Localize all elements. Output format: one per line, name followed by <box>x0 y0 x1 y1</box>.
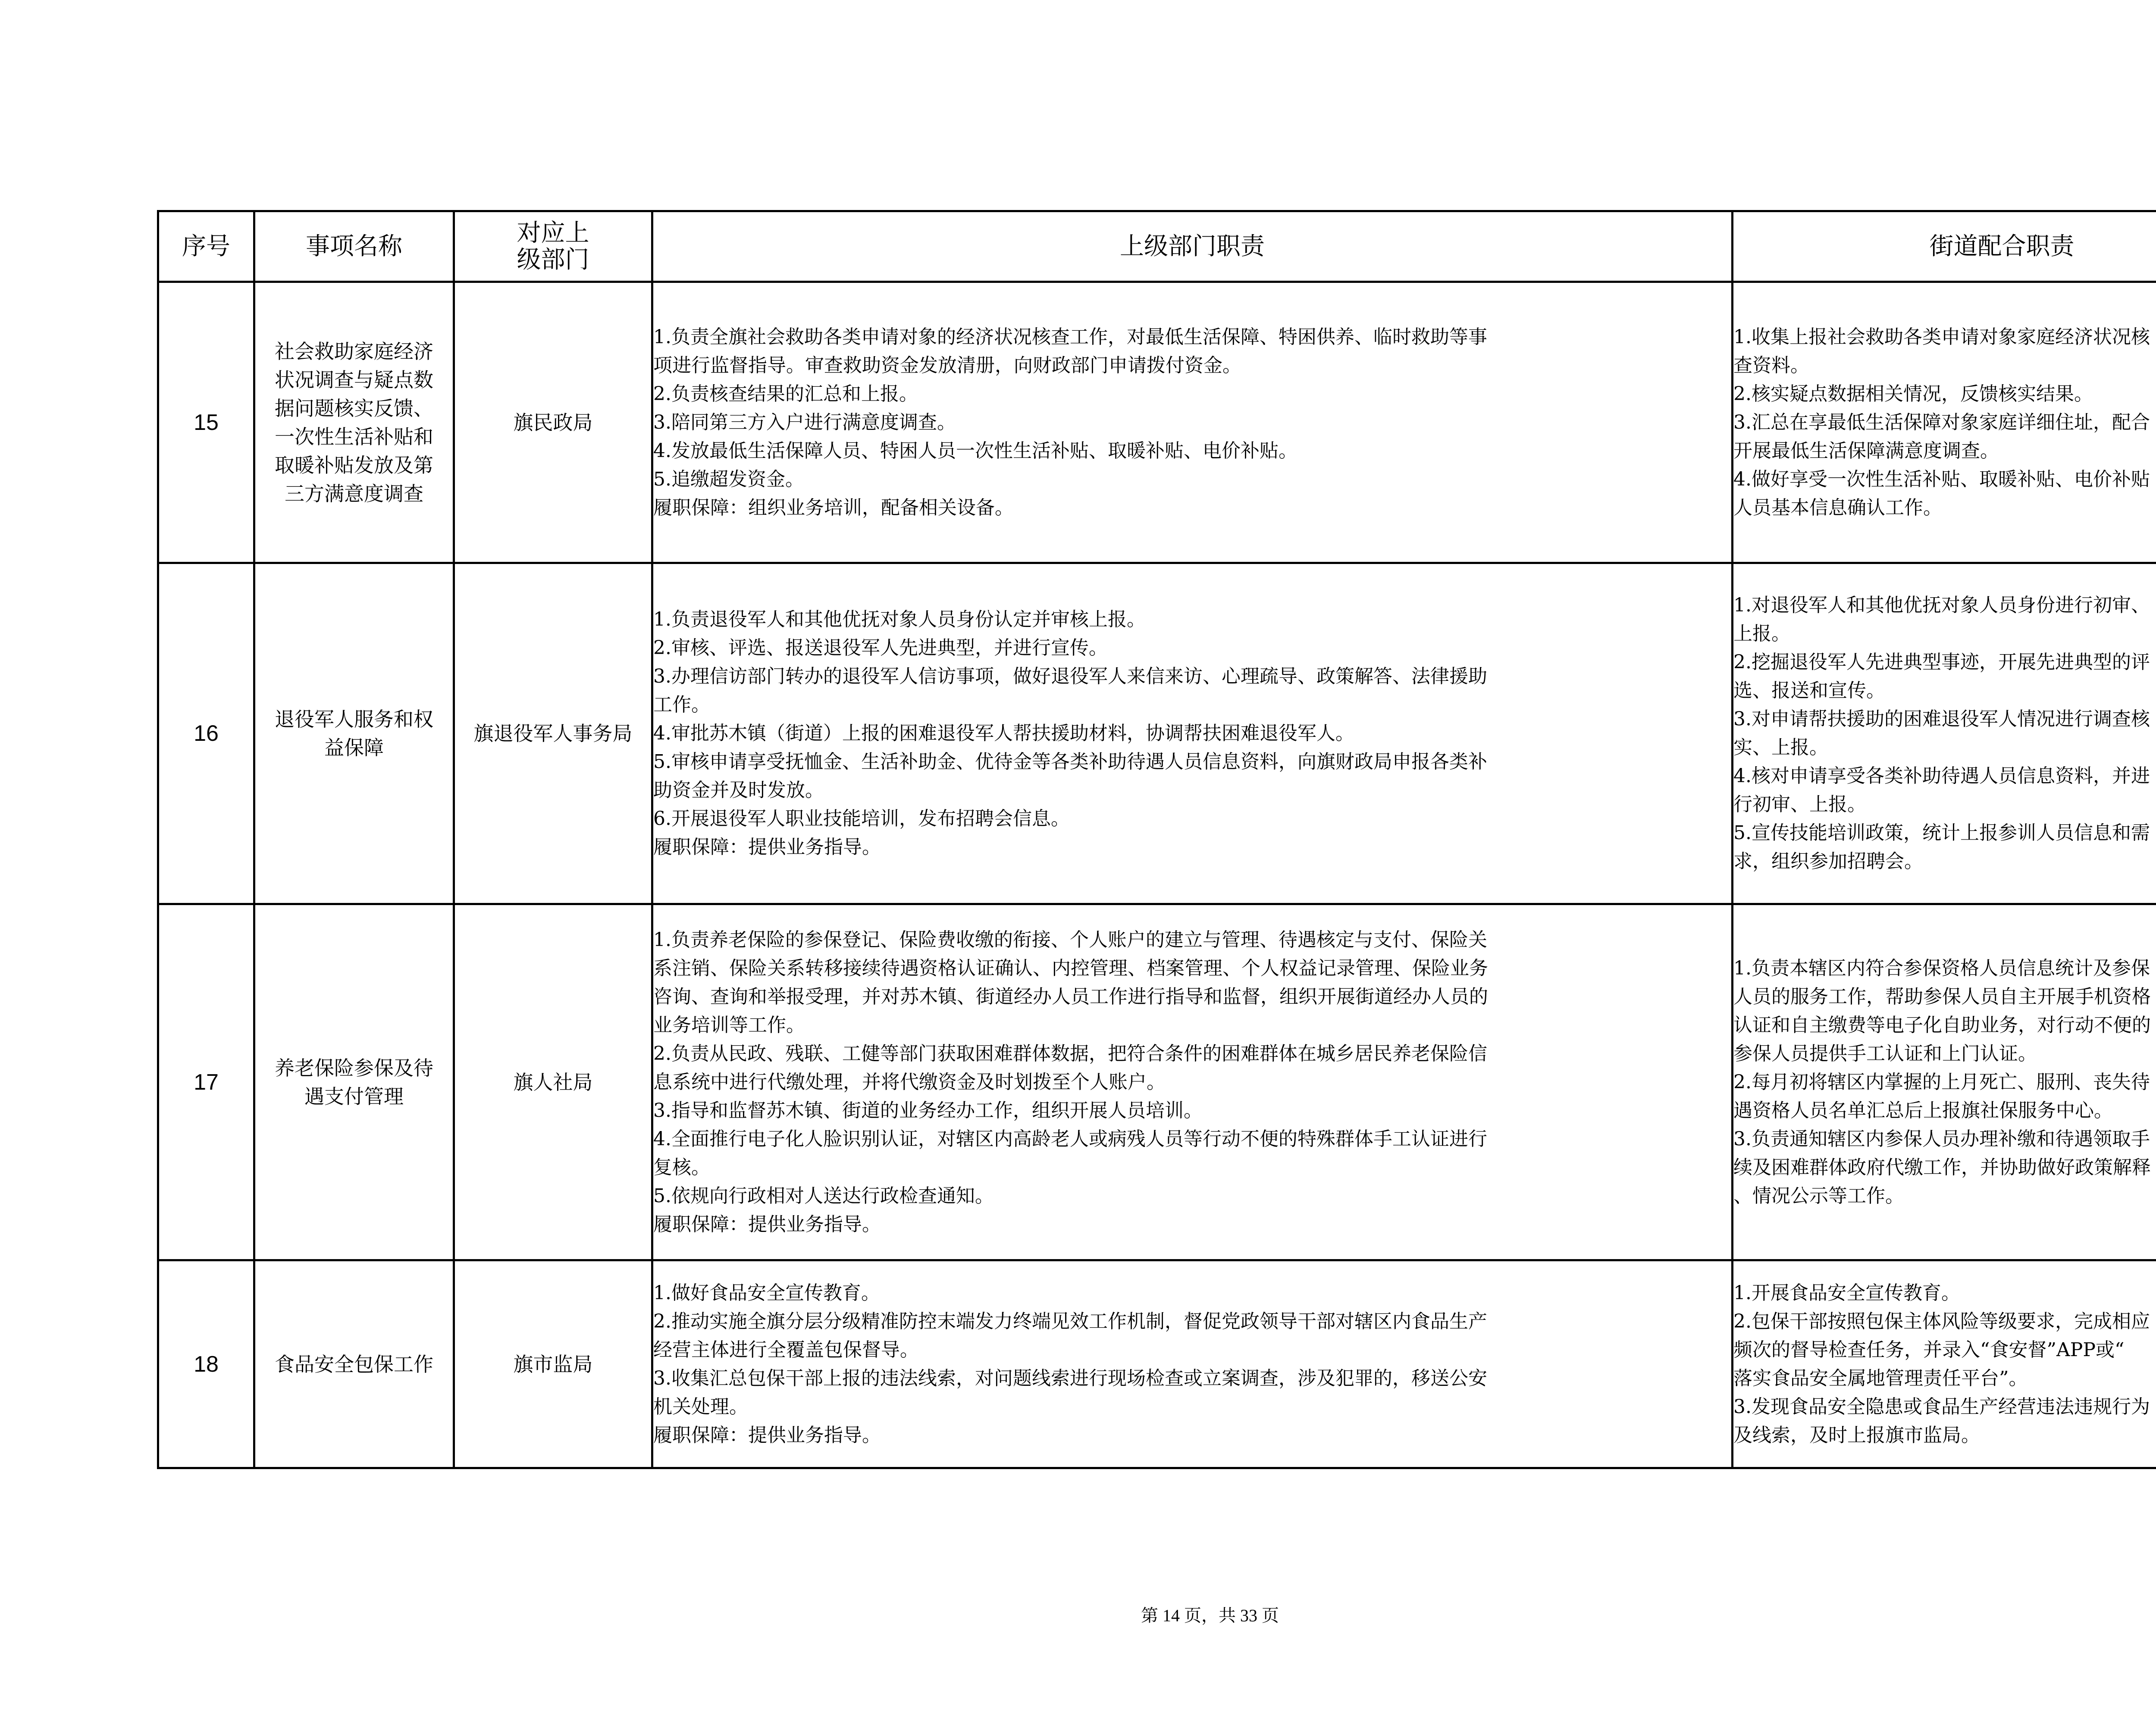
street-duties-line: 人员基本信息确认工作。 <box>1733 496 1942 519</box>
street-duties-line: 2.核实疑点数据相关情况，反馈核实结果。 <box>1733 382 2093 405</box>
superior-duties-line: 1.做好食品安全宣传教育。 <box>653 1282 880 1304</box>
street-duties-line: 选、报送和宣传。 <box>1733 680 1885 702</box>
header-no: 序号 <box>158 211 254 282</box>
street-duties <box>1733 282 2156 563</box>
item-name-line: 社会救助家庭经济 <box>275 339 433 363</box>
superior-duties-line: 履职保障：组织业务培训，配备相关设备。 <box>653 496 1014 519</box>
street-duties-line: 2.挖掘退役军人先进典型事迹，开展先进典型的评 <box>1733 651 2150 673</box>
row-number: 18 <box>158 1260 254 1468</box>
item-name-line: 食品安全包保工作 <box>275 1352 433 1376</box>
street-duties-line: 实、上报。 <box>1733 736 1828 758</box>
header-upper-duties: 上级部门职责 <box>652 211 1733 282</box>
item-name <box>254 904 454 1260</box>
header-name: 事项名称 <box>254 211 454 282</box>
superior-duties-line: 2.负责从民政、残联、工健等部门获取困难群体数据，把符合条件的困难群体在城乡居民养老保险信 <box>653 1042 1487 1065</box>
superior-duties-line: 3.收集汇总包保干部上报的违法线索，对问题线索进行现场检查或立案调查，涉及犯罪的，移送公安 <box>653 1367 1487 1389</box>
superior-duties-line: 经营主体进行全覆盖包保督导。 <box>653 1338 919 1361</box>
street-duties-line: 行初审、上报。 <box>1733 793 1866 815</box>
superior-duties-line: 复核。 <box>653 1156 710 1178</box>
street-duties-line: 人员的服务工作，帮助参保人员自主开展手机资格 <box>1733 985 2151 1008</box>
superior-duties-line: 系注销、保险关系转移接续待遇资格认证确认、内控管理、档案管理、个人权益记录管理、保险业务 <box>653 957 1488 979</box>
header-street-duties: 街道配合职责 <box>1733 211 2156 282</box>
item-name-line: 一次性生活补贴和 <box>275 425 433 448</box>
superior-department-line: 旗民政局 <box>513 411 593 434</box>
street-duties-line: 求，组织参加招聘会。 <box>1733 850 1923 872</box>
superior-duties <box>652 563 1733 904</box>
street-duties-line: 1.对退役军人和其他优抚对象人员身份进行初审、 <box>1733 594 2150 616</box>
superior-duties <box>652 282 1733 563</box>
street-duties-line: 查资料。 <box>1733 354 1809 376</box>
item-name-line: 取暖补贴发放及第 <box>275 453 433 477</box>
street-duties-line: 4.做好享受一次性生活补贴、取暖补贴、电价补贴 <box>1733 468 2150 490</box>
superior-duties-line: 3.陪同第三方入户进行满意度调查。 <box>653 411 956 433</box>
superior-duties-line: 息系统中进行代缴处理，并将代缴资金及时划拨至个人账户。 <box>653 1071 1166 1093</box>
superior-duties-line: 业务培训等工作。 <box>653 1014 805 1036</box>
street-duties-line: 1.开展食品安全宣传教育。 <box>1733 1282 1960 1304</box>
superior-department <box>454 563 652 904</box>
street-duties-line: 3.汇总在享最低生活保障对象家庭详细住址，配合 <box>1733 411 2150 433</box>
street-duties-line: 3.对申请帮扶援助的困难退役军人情况进行调查核 <box>1733 708 2150 730</box>
superior-duties-line: 6.开展退役军人职业技能培训，发布招聘会信息。 <box>653 808 1070 830</box>
item-name <box>254 563 454 904</box>
street-duties-line: 2.每月初将辖区内掌握的上月死亡、服刑、丧失待 <box>1733 1071 2150 1093</box>
superior-duties-line: 5.追缴超发资金。 <box>653 468 804 490</box>
row-number: 15 <box>158 282 254 563</box>
superior-duties-line: 5.依规向行政相对人送达行政检查通知。 <box>653 1185 994 1207</box>
street-duties-line: 遇资格人员名单汇总后上报旗社保服务中心。 <box>1733 1099 2113 1122</box>
street-duties-line: 1.负责本辖区内符合参保资格人员信息统计及参保 <box>1733 957 2150 979</box>
header-dept-line: 对应上 <box>517 219 589 247</box>
superior-duties-line: 咨询、查询和举报受理，并对苏木镇、街道经办人员工作进行指导和监督，组织开展街道经办人员的 <box>653 985 1488 1008</box>
superior-duties-line: 工作。 <box>653 694 710 716</box>
duties-table <box>157 210 2156 1469</box>
page-footer: 第 14 页，共 33 页 <box>1141 1606 1279 1625</box>
superior-department-line: 旗人社局 <box>513 1070 593 1094</box>
street-duties-line: 落实食品安全属地管理责任平台”。 <box>1733 1367 2028 1389</box>
superior-department-line: 旗市监局 <box>513 1352 593 1376</box>
header-dept <box>454 211 652 282</box>
superior-duties-line: 2.审核、评选、报送退役军人先进典型，并进行宣传。 <box>653 637 1108 659</box>
item-name <box>254 1260 454 1468</box>
superior-duties-line: 1.负责退役军人和其他优抚对象人员身份认定并审核上报。 <box>653 608 1146 630</box>
superior-department <box>454 1260 652 1468</box>
header-dept-line: 级部门 <box>517 245 589 274</box>
superior-duties <box>652 1260 1733 1468</box>
superior-duties-line: 项进行监督指导。审查救助资金发放清册，向财政部门申请拨付资金。 <box>653 354 1241 376</box>
street-duties-line: 5.宣传技能培训政策，统计上报参训人员信息和需 <box>1733 822 2150 844</box>
street-duties <box>1733 1260 2156 1468</box>
superior-duties-line: 助资金并及时发放。 <box>653 779 824 801</box>
item-name-line: 遇支付管理 <box>304 1084 404 1108</box>
item-name-line: 益保障 <box>324 736 384 759</box>
superior-duties-line: 3.办理信访部门转办的退役军人信访事项，做好退役军人来信来访、心理疏导、政策解答、法律援助 <box>653 665 1487 687</box>
superior-duties <box>652 904 1733 1260</box>
superior-duties-line: 3.指导和监督苏木镇、街道的业务经办工作，组织开展人员培训。 <box>653 1099 1203 1122</box>
street-duties-line: 、情况公示等工作。 <box>1733 1185 1904 1207</box>
street-duties <box>1733 904 2156 1260</box>
table-body <box>158 282 2156 1468</box>
table-row <box>158 282 2156 563</box>
superior-duties-line: 履职保障：提供业务指导。 <box>653 836 881 858</box>
superior-duties-line: 4.发放最低生活保障人员、特困人员一次性生活补贴、取暖补贴、电价补贴。 <box>653 439 1297 462</box>
street-duties-line: 续及困难群体政府代缴工作，并协助做好政策解释 <box>1733 1156 2151 1178</box>
superior-duties-line: 1.负责养老保险的参保登记、保险费收缴的衔接、个人账户的建立与管理、待遇核定与支付、保险关 <box>653 928 1487 951</box>
item-name-line: 状况调查与疑点数 <box>275 368 433 392</box>
street-duties-line: 4.核对申请享受各类补助待遇人员信息资料，并进 <box>1733 765 2150 787</box>
row-number: 17 <box>158 904 254 1260</box>
superior-duties-line: 履职保障：提供业务指导。 <box>653 1213 881 1235</box>
street-duties <box>1733 563 2156 904</box>
street-duties-line: 1.收集上报社会救助各类申请对象家庭经济状况核 <box>1733 326 2150 348</box>
street-duties-line: 3.发现食品安全隐患或食品生产经营违法违规行为 <box>1733 1395 2150 1418</box>
superior-department <box>454 282 652 563</box>
superior-department <box>454 904 652 1260</box>
street-duties-line: 3.负责通知辖区内参保人员办理补缴和待遇领取手 <box>1733 1128 2150 1150</box>
street-duties-line: 及线索，及时上报旗市监局。 <box>1733 1424 1980 1446</box>
item-name-line: 养老保险参保及待 <box>275 1056 433 1080</box>
table-row <box>158 1260 2156 1468</box>
superior-duties-line: 机关处理。 <box>653 1395 748 1418</box>
street-duties-line: 上报。 <box>1733 623 1790 645</box>
street-duties-line: 参保人员提供手工认证和上门认证。 <box>1733 1042 2037 1065</box>
superior-duties-line: 2.负责核查结果的汇总和上报。 <box>653 382 918 405</box>
item-name-line: 退役军人服务和权 <box>275 708 433 731</box>
table-header-row <box>158 211 2156 282</box>
item-name-line: 据问题核实反馈、 <box>275 396 433 420</box>
superior-duties-line: 履职保障：提供业务指导。 <box>653 1424 881 1446</box>
table-row <box>158 904 2156 1260</box>
street-duties-line: 2.包保干部按照包保主体风险等级要求，完成相应 <box>1733 1310 2150 1332</box>
table-row <box>158 563 2156 904</box>
item-name-line: 三方满意度调查 <box>285 482 423 505</box>
superior-duties-line: 1.负责全旗社会救助各类申请对象的经济状况核查工作，对最低生活保障、特困供养、临时救助等事 <box>653 326 1487 348</box>
superior-duties-line: 4.审批苏木镇（街道）上报的困难退役军人帮扶援助材料，协调帮扶困难退役军人。 <box>653 722 1354 744</box>
superior-department-line: 旗退役军人事务局 <box>473 722 633 745</box>
superior-duties-line: 5.审核申请享受抚恤金、生活补助金、优待金等各类补助待遇人员信息资料，向旗财政局申报各类补 <box>653 751 1487 773</box>
street-duties-line: 频次的督导检查任务，并录入“食安督”APP或“ <box>1733 1338 2125 1361</box>
street-duties-line: 认证和自主缴费等电子化自助业务，对行动不便的 <box>1733 1014 2151 1036</box>
item-name <box>254 282 454 563</box>
superior-duties-line: 4.全面推行电子化人脸识别认证，对辖区内高龄老人或病残人员等行动不便的特殊群体手工认证进行 <box>653 1128 1487 1150</box>
superior-duties-line: 2.推动实施全旗分层分级精准防控末端发力终端见效工作机制，督促党政领导干部对辖区内食品生产 <box>653 1310 1487 1332</box>
row-number: 16 <box>158 563 254 904</box>
street-duties-line: 开展最低生活保障满意度调查。 <box>1733 439 1999 462</box>
